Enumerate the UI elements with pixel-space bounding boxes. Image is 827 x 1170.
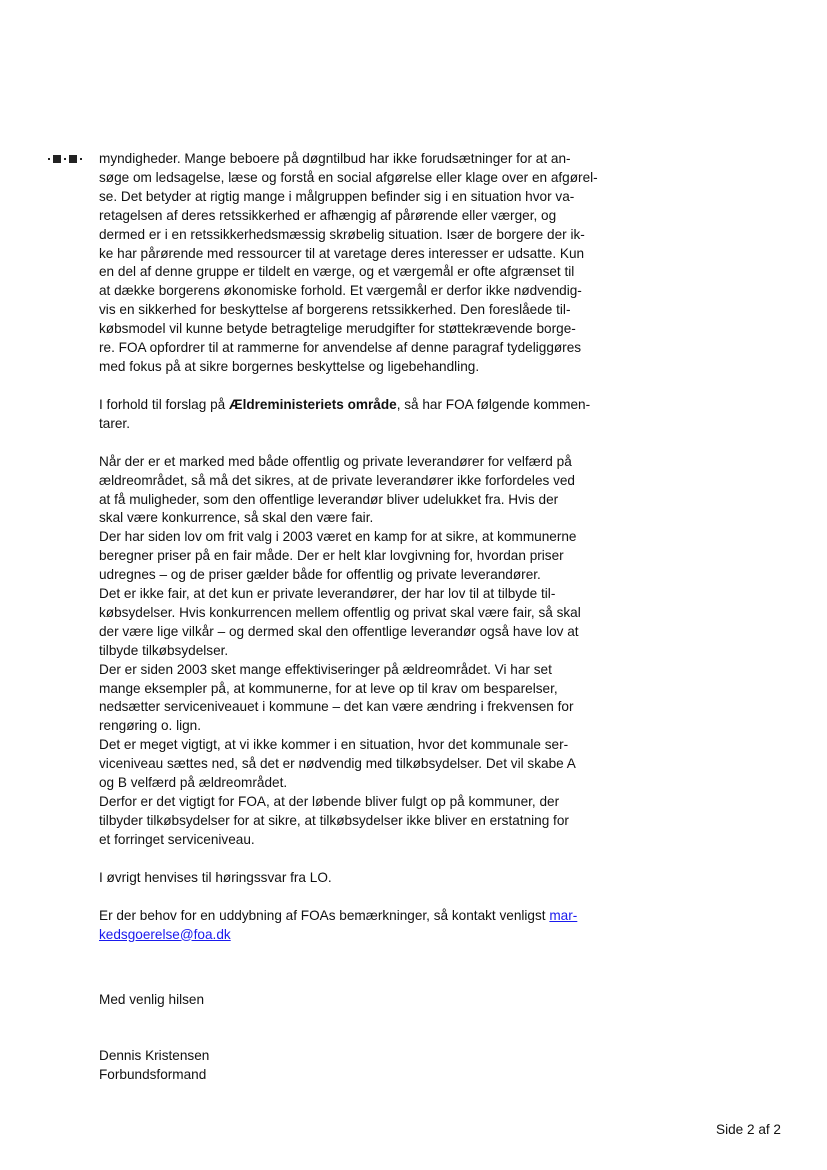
text-line: med fokus på at sikre borgernes beskyttelse og ligebehandling. xyxy=(99,358,480,374)
text-line: Når der er et marked med både offentlig og private leverandører for velfærd på xyxy=(99,453,572,469)
text-line: søge om ledsagelse, læse og forstå en social afgørelse eller klage over en afgørel- xyxy=(99,169,598,185)
text-line xyxy=(99,396,609,415)
closing-salutation xyxy=(99,991,609,1010)
text-line: udregnes – og de priser gælder både for offentlig og private leverandører. xyxy=(99,567,541,583)
text-line: Det er ikke fair, at det kun er private leverandører, der har lov til at tilbyde til- xyxy=(99,586,556,602)
signer-title: Forbundsformand xyxy=(99,1067,207,1083)
text-line: myndigheder. Mange beboere på døgntilbud har ikke forudsætninger for at an- xyxy=(99,151,571,166)
text-segment: Er der behov for en uddybning af FOAs bemærkninger, så kontakt venligst xyxy=(99,907,550,923)
text-segment: , så har FOA følgende kommen- xyxy=(396,396,591,412)
bold-ministry-name: Ældreministeriets område xyxy=(228,396,397,412)
text-line: at få muligheder, som den offentlige leverandør bliver udelukket fra. Hvis der xyxy=(99,491,559,507)
text-line: skal være konkurrence, så skal den være fair. xyxy=(99,510,374,526)
paragraph-konkurrence xyxy=(99,453,609,850)
text-line: Der er siden 2003 sket mange effektiviseringer på ældreområdet. Vi har set xyxy=(99,661,552,677)
text-line: rengøring o. lign. xyxy=(99,718,202,734)
page-number: Side 2 af 2 xyxy=(716,1122,781,1137)
email-link[interactable]: kedsgoerelse@foa.dk xyxy=(99,926,231,942)
text-line: at dække borgerens økonomiske forhold. Et værgemål er derfor ikke nødvendig- xyxy=(99,283,582,299)
text-line: købsmodel vil kunne betyde betragtelige merudgifter for støttekrævende borge- xyxy=(99,321,576,337)
signature-block xyxy=(99,1047,609,1085)
text-line: I øvrigt henvises til høringssvar fra LO. xyxy=(99,869,332,885)
margin-mark xyxy=(48,153,90,165)
text-line xyxy=(99,926,609,945)
text-line: et forringet serviceniveau. xyxy=(99,831,255,847)
text-line: tarer. xyxy=(99,415,130,431)
text-line xyxy=(99,907,609,926)
paragraph-retssikkerhed xyxy=(99,150,609,377)
paragraph-aeldreministeriet-intro xyxy=(99,396,609,434)
text-line: tilbyder tilkøbsydelser for at sikre, at tilkøbsydelser ikke bliver en erstatning for xyxy=(99,812,569,828)
text-line: retagelsen af deres retssikkerhed er afhængig af pårørende eller værger, og xyxy=(99,207,557,223)
text-line: nedsætter serviceniveauet i kommune – det kan være ændring i frekvensen for xyxy=(99,699,574,715)
text-line: der være lige vilkår – og dermed skal den offentlige leverandør også have lov at xyxy=(99,623,579,639)
text-line: købsydelser. Hvis konkurrencen mellem offentlig og privat skal være fair, så skal xyxy=(99,604,581,620)
text-segment: I forhold til forslag på xyxy=(99,396,229,412)
paragraph-reference-lo xyxy=(99,869,609,888)
signer-name: Dennis Kristensen xyxy=(99,1048,210,1064)
text-line: og B velfærd på ældreområdet. xyxy=(99,775,288,791)
text-line: vis en sikkerhed for beskyttelse af borgerens retssikkerhed. Den foreslåede til- xyxy=(99,302,571,318)
email-link[interactable]: mar- xyxy=(549,907,578,923)
text-line: mange eksempler på, at kommunerne, for at leve op til krav om besparelser, xyxy=(99,680,558,696)
text-line: ældreområdet, så må det sikres, at de private leverandører ikke forfordeles ved xyxy=(99,472,575,488)
text-line: re. FOA opfordrer til at rammerne for anvendelse af denne paragraf tydeliggøres xyxy=(99,340,582,356)
text-line: Med venlig hilsen xyxy=(99,992,205,1008)
text-line: se. Det betyder at rigtig mange i målgruppen befinder sig i en situation hvor va- xyxy=(99,188,575,204)
text-line: en del af denne gruppe er tildelt en værge, og et værgemål er ofte afgrænset til xyxy=(99,264,575,280)
text-line: dermed er i en retssikkerhedsmæssig skrøbelig situation. Især de borgere der ik- xyxy=(99,226,585,242)
text-line: Der har siden lov om frit valg i 2003 været en kamp for at sikre, at kommunerne xyxy=(99,529,577,545)
text-line: Derfor er det vigtigt for FOA, at der løbende bliver fulgt op på kommuner, der xyxy=(99,794,560,809)
letter-body xyxy=(99,150,609,1085)
text-line: ke har pårørende med ressourcer til at varetage deres interesser er udsatte. Kun xyxy=(99,245,585,261)
text-line: beregner priser på en fair måde. Der er helt klar lovgivning for, hvordan priser xyxy=(99,548,564,564)
text-line: Det er meget vigtigt, at vi ikke kommer i en situation, hvor det kommunale ser- xyxy=(99,737,569,753)
text-line: viceniveau sættes ned, så det er nødvendig med tilkøbsydelser. Det vil skabe A xyxy=(99,756,576,772)
text-line: tilbyde tilkøbsydelser. xyxy=(99,642,229,658)
paragraph-contact xyxy=(99,907,609,945)
